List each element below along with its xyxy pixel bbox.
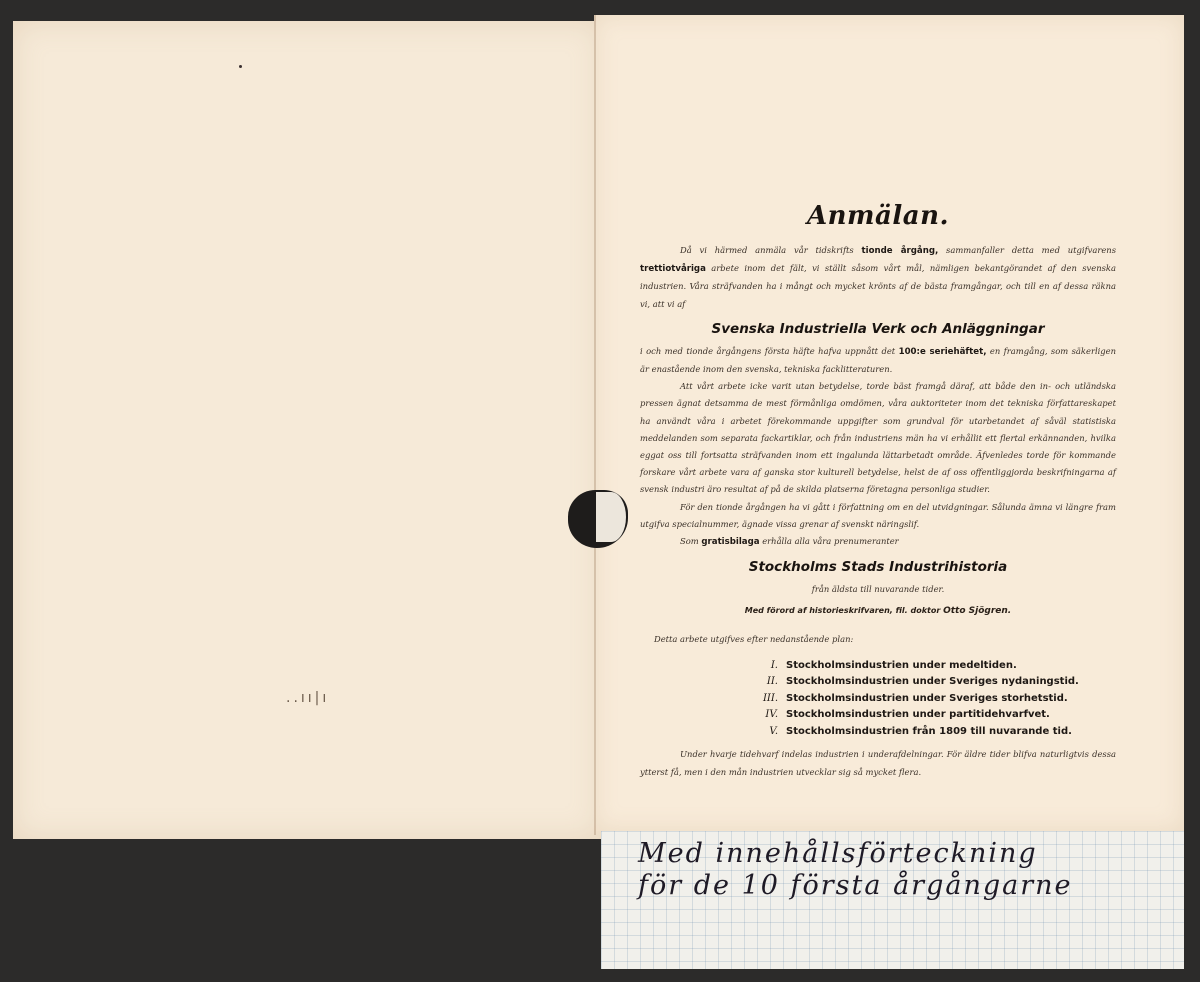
heading-svenska-industriella: Svenska Industriella Verk och Anläggningar [711, 320, 1045, 337]
list-item: IV. Stockholmsindustrien under partitidehvarfvet. [765, 709, 1050, 721]
plan-intro: Detta arbete utgifves efter nedanstående plan: [654, 633, 854, 644]
page-title: Anmälan. [806, 201, 950, 231]
foreword-line: Med förord af historieskrifvaren, fil. doktor Otto Sjögren. [744, 606, 1012, 617]
announcement-text [640, 200, 1116, 781]
list-item: V. Stockholmsindustrien från 1809 till nuvarande tid. [769, 725, 1072, 737]
paragraph-closing: Under hvarje tidehvarf indelas industrien i underafdelningar. För äldre tider blifva naturligtvis dessa ytterst få, men i den mån industrien utvecklar sig så mycket flera. [640, 749, 1116, 777]
paragraph-betydelse: Att vårt arbete icke varit utan betydelse, torde bäst framgå däraf, att både den in- och utländska pressen ägnat detsamma de mest förmånliga omdömen, våra auktoriteter inom det tekniska författareskapet ha användt våra i arbetet förekommande uppgifter som grundval för utarbetandet af såväl statistiska meddelanden som separata fackartiklar, och från industriens män ha vi erhållit ett flertal erkännanden, hvilka eggat oss till fortsatta sträfvanden inom ett ingalunda lättarbetadt område. Äfvenledes torde för kommande forskare vårt arbete vara af ganska stor kulturell betydelse, helst de af oss offentliggjorda beskrifningarna af svensk industri äro resultat af på de skilda platserna företagna personliga studier. [640, 381, 1116, 495]
paper-hole-backing [596, 492, 626, 542]
subline-tider: från äldsta till nuvarande tider. [811, 584, 945, 595]
paragraph-seriehaftet: i och med tionde årgångens första häfte hafva uppnått det 100:e seriehäftet, en framgång, som säkerligen är enastående inom den svenska, tekniska facklitteraturen. [640, 345, 1117, 375]
list-item: II. Stockholmsindustrien under Sveriges nydaningstid. [766, 676, 1079, 688]
list-item: I. Stockholmsindustrien under medeltiden. [770, 659, 1017, 671]
paragraph-gratisbilaga: Som gratisbilaga erhålla alla våra prenumeranter [680, 536, 899, 548]
left-page-pencil-mark: ..ıı|ı [286, 690, 330, 706]
ink-speck [239, 65, 242, 68]
handwritten-line-1: Med innehållsförteckning [638, 838, 1038, 869]
page-fold-line [594, 15, 596, 835]
plan-list [758, 658, 1116, 741]
list-item: III. Stockholmsindustrien under Sveriges storhetstid. [762, 692, 1068, 704]
paragraph-intro: Då vi härmed anmäla vår tidskrifts tionde årgång, sammanfaller detta med utgifvarens trettiotvåriga arbete inom det fält, vi ställt såsom vårt mål, nämligen bekantgörandet af den svenska industrien. Våra sträfvanden ha i mångt och mycket krönts af de bästa framgångar, och till en af dessa räkna vi, att vi af [640, 245, 1117, 309]
heading-stockholms-stads: Stockholms Stads Industrihistoria [748, 559, 1008, 576]
paragraph-tionde-argangen: För den tionde årgången ha vi gått i författning om en del utvidgningar. Sålunda ämna vi längre fram utgifva specialnummer, ägnade vissa grenar af svenskt näringslif. [640, 501, 1116, 529]
left-page-blank [13, 21, 601, 839]
handwritten-line-2: för de 10 första årgångarne [638, 870, 1073, 901]
